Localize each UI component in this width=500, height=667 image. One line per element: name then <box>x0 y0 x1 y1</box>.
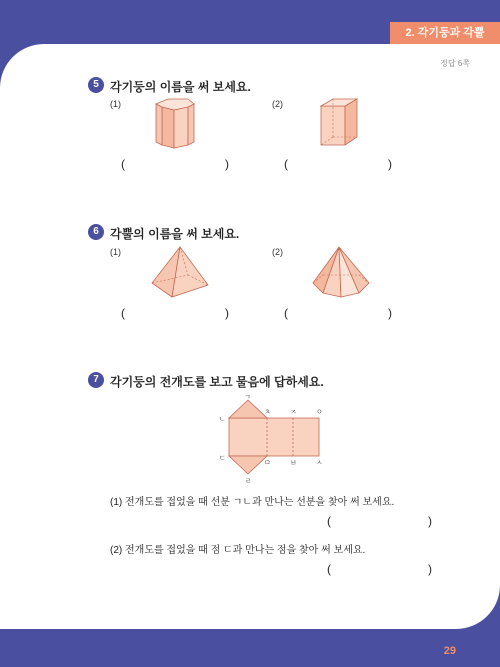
q5-item1-label: (1) <box>110 99 121 109</box>
question-7-text: 각기둥의 전개도를 보고 물음에 답하세요. <box>110 375 324 389</box>
q5-item2-label: (2) <box>272 99 283 109</box>
q5-item1-close-paren: ) <box>225 157 229 171</box>
prism-net-diagram <box>215 392 335 484</box>
page-number: 29 <box>443 645 456 657</box>
question-6-number: 6 <box>88 224 104 240</box>
square-pyramid-figure <box>148 245 212 301</box>
answer-reference: 정답 6쪽 <box>440 59 470 68</box>
chapter-badge: 2. 각기둥과 각뿔 <box>390 22 500 44</box>
q7-sub2-open-paren: ( <box>327 562 331 576</box>
net-point-bottom-mid2: ㅂ <box>290 460 297 467</box>
question-6-text: 각뿔의 이름을 써 보세요. <box>110 227 240 241</box>
net-point-top-right: ㅇ <box>316 409 323 416</box>
q7-sub2-close-paren: ) <box>428 562 432 576</box>
q6-item2-label: (2) <box>272 247 283 257</box>
q5-item1-open-paren: ( <box>121 157 125 171</box>
net-point-top-mid1: ㅊ <box>264 409 271 416</box>
hexagonal-pyramid-figure <box>309 245 373 301</box>
q6-item1-close-paren: ) <box>225 306 229 320</box>
q7-sub1-close-paren: ) <box>428 514 432 528</box>
q7-subquestion-2: (2) 전개도를 접었을 때 점 ㄷ과 만나는 점을 찾아 써 보세요. <box>110 545 366 556</box>
rectangular-prism-figure <box>313 95 363 150</box>
pentagonal-prism-figure <box>150 95 200 150</box>
net-point-left-bottom: ㄷ <box>219 455 226 462</box>
net-point-left: ㄴ <box>219 416 226 423</box>
question-5-number: 5 <box>88 77 104 93</box>
net-point-bottom: ㄹ <box>245 478 252 485</box>
q6-item2-open-paren: ( <box>284 306 288 320</box>
net-point-top: ㄱ <box>244 394 251 401</box>
net-point-bottom-mid1: ㅁ <box>264 460 271 467</box>
question-7-number: 7 <box>88 372 104 388</box>
q6-item1-label: (1) <box>110 247 121 257</box>
net-point-top-mid2: ㅈ <box>290 409 297 416</box>
q7-subquestion-1: (1) 전개도를 접었을 때 선분 ㄱㄴ과 만나는 선분을 찾아 써 보세요. <box>110 497 395 508</box>
q5-item2-open-paren: ( <box>284 157 288 171</box>
q6-item2-close-paren: ) <box>388 306 392 320</box>
net-point-bottom-right: ㅅ <box>316 460 323 467</box>
question-5-text: 각기둥의 이름을 써 보세요. <box>110 80 251 94</box>
q5-item2-close-paren: ) <box>388 157 392 171</box>
q6-item1-open-paren: ( <box>121 306 125 320</box>
q7-sub1-open-paren: ( <box>327 514 331 528</box>
